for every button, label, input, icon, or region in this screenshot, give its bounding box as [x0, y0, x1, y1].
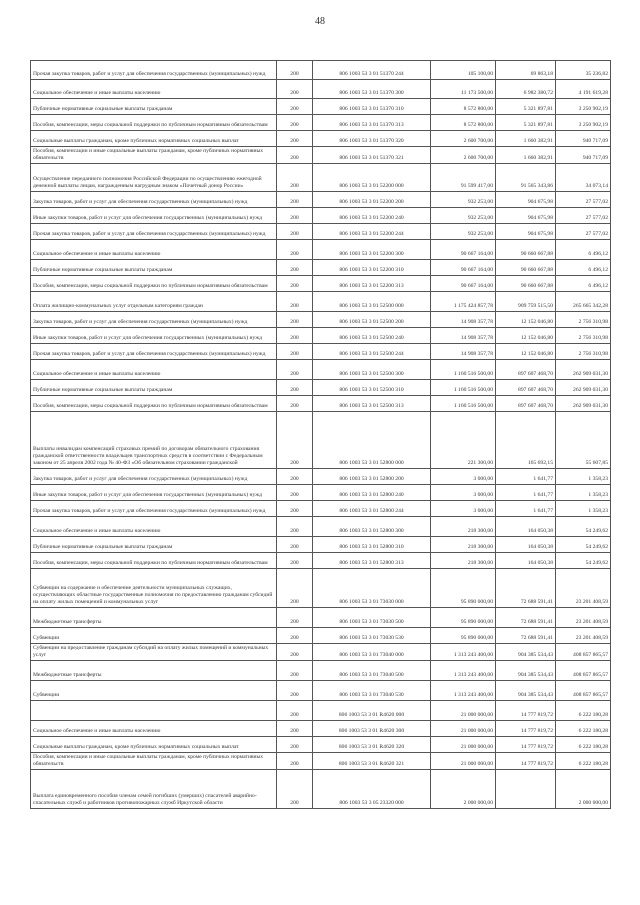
table-row — [31, 292, 611, 312]
row-plan-cell: 21 000 000,00 — [431, 753, 496, 770]
row-fact-cell: 72 688 591,41 — [496, 569, 556, 608]
table-row — [31, 701, 611, 721]
row-name-cell: Закупка товаров, работ и услуг для обеспечения государственных (муниципальных) нужд — [31, 312, 277, 328]
row-fact-cell: 904 675,98 — [496, 208, 556, 224]
table-row — [31, 608, 611, 628]
table-row — [31, 276, 611, 292]
row-remainder-cell: 262 909 031,30 — [556, 360, 611, 380]
row-remainder-cell: 1 358,23 — [556, 501, 611, 517]
table-row — [31, 469, 611, 485]
row-budget-code-cell: 806 1003 53 3 01 R4620 000 — [313, 701, 431, 721]
table-row — [31, 628, 611, 644]
row-fact-cell: 1 641,77 — [496, 485, 556, 501]
row-admin-code-cell: 200 — [277, 469, 313, 485]
row-fact-cell: 897 607 468,70 — [496, 396, 556, 412]
row-remainder-cell: 54 249,62 — [556, 553, 611, 569]
budget-execution-table — [30, 60, 611, 809]
row-remainder-cell: 34 073,14 — [556, 164, 611, 192]
row-name-cell: Социальное обеспечение и иные выплаты населению — [31, 721, 277, 737]
row-plan-cell: 932 253,00 — [431, 192, 496, 208]
row-budget-code-cell: 806 1003 53 3 05 23320 000 — [313, 770, 431, 809]
row-fact-cell: 5 321 897,81 — [496, 99, 556, 115]
row-admin-code-cell: 200 — [277, 99, 313, 115]
row-budget-code-cell: 806 1003 53 3 01 73040 530 — [313, 681, 431, 701]
row-budget-code-cell: 806 1003 53 3 01 52500 200 — [313, 312, 431, 328]
table-row — [31, 412, 611, 469]
row-remainder-cell: 3 250 902,19 — [556, 99, 611, 115]
row-fact-cell: 12 152 046,80 — [496, 312, 556, 328]
row-admin-code-cell: 200 — [277, 721, 313, 737]
row-name-cell: Субвенции — [31, 681, 277, 701]
row-name-cell: Пособия, компенсации и иные социальные выплаты гражданам, кроме публичных нормативных обязательств — [31, 147, 277, 164]
row-remainder-cell: 54 249,62 — [556, 517, 611, 537]
row-admin-code-cell: 200 — [277, 61, 313, 80]
row-name-cell: Субвенции на содержание и обеспечение деятельности муниципальных служащих, осуществляющих областные государственные полномочия по предоставлению гражданам субсидий на оплату жилых помещений и коммунальных услуг — [31, 569, 277, 608]
row-fact-cell: 90 660 667,88 — [496, 260, 556, 276]
row-remainder-cell: 408 857 865,57 — [556, 644, 611, 661]
row-name-cell: Пособия, компенсации и иные социальные выплаты гражданам, кроме публичных нормативных обязательств — [31, 753, 277, 770]
row-name-cell: Пособия, компенсации, меры социальной поддержки по публичным нормативным обязательствам — [31, 553, 277, 569]
row-budget-code-cell: 806 1003 53 3 01 52500 240 — [313, 328, 431, 344]
row-remainder-cell: 6 222 180,28 — [556, 737, 611, 753]
table-row — [31, 344, 611, 360]
row-budget-code-cell: 806 1003 53 3 01 52800 313 — [313, 553, 431, 569]
table-row — [31, 224, 611, 240]
row-name-cell: Социальные выплаты гражданам, кроме публичных нормативных социальных выплат — [31, 737, 277, 753]
row-budget-code-cell: 806 1003 53 3 01 51370 320 — [313, 131, 431, 147]
row-name-cell: Прочая закупка товаров, работ и услуг для обеспечения государственных (муниципальных) нужд — [31, 224, 277, 240]
row-plan-cell: 95 890 000,00 — [431, 608, 496, 628]
table-row — [31, 61, 611, 80]
table-row — [31, 208, 611, 224]
page-number: 48 — [315, 16, 325, 27]
row-fact-cell: 165 692,15 — [496, 412, 556, 469]
row-admin-code-cell: 200 — [277, 147, 313, 164]
row-plan-cell: 218 300,00 — [431, 517, 496, 537]
row-admin-code-cell: 200 — [277, 501, 313, 517]
row-remainder-cell: 408 857 865,57 — [556, 681, 611, 701]
row-remainder-cell: 55 607,85 — [556, 412, 611, 469]
row-admin-code-cell: 200 — [277, 224, 313, 240]
row-fact-cell: 897 607 468,70 — [496, 360, 556, 380]
row-remainder-cell: 1 358,23 — [556, 469, 611, 485]
row-remainder-cell: 265 665 342,28 — [556, 292, 611, 312]
row-plan-cell: 932 253,00 — [431, 224, 496, 240]
row-plan-cell: 1 160 516 500,00 — [431, 360, 496, 380]
row-remainder-cell: 23 201 408,59 — [556, 628, 611, 644]
row-plan-cell: 14 908 357,78 — [431, 312, 496, 328]
row-name-cell: Иные закупки товаров, работ и услуг для обеспечения государственных (муниципальных) нужд — [31, 328, 277, 344]
table-body — [31, 61, 611, 809]
row-admin-code-cell: 200 — [277, 608, 313, 628]
row-budget-code-cell: 806 1003 53 3 01 51370 244 — [313, 61, 431, 80]
row-admin-code-cell: 200 — [277, 240, 313, 260]
row-plan-cell: 90 667 164,00 — [431, 276, 496, 292]
row-plan-cell: 1 160 516 500,00 — [431, 396, 496, 412]
row-fact-cell: 72 688 591,41 — [496, 608, 556, 628]
row-admin-code-cell: 200 — [277, 115, 313, 131]
row-plan-cell: 3 000,00 — [431, 469, 496, 485]
row-admin-code-cell: 200 — [277, 276, 313, 292]
row-budget-code-cell: 806 1003 53 3 01 52500 000 — [313, 292, 431, 312]
row-budget-code-cell: 806 1003 53 3 01 52800 240 — [313, 485, 431, 501]
row-plan-cell: 91 599 417,00 — [431, 164, 496, 192]
row-plan-cell: 90 667 164,00 — [431, 260, 496, 276]
row-budget-code-cell: 806 1003 53 3 01 73030 000 — [313, 569, 431, 608]
row-fact-cell: 897 607 468,70 — [496, 380, 556, 396]
row-plan-cell: 1 313 243 400,00 — [431, 661, 496, 681]
row-admin-code-cell: 200 — [277, 344, 313, 360]
row-budget-code-cell: 806 1003 53 3 01 52800 300 — [313, 517, 431, 537]
table-row — [31, 770, 611, 809]
row-remainder-cell: 6 222 180,28 — [556, 701, 611, 721]
row-budget-code-cell: 806 1003 53 3 01 52800 200 — [313, 469, 431, 485]
row-remainder-cell: 6 496,12 — [556, 240, 611, 260]
table-row — [31, 164, 611, 192]
row-name-cell: Осуществление переданного полномочия Российской Федерации по осуществлению ежегодной денежной выплаты лицам, награжденным нагрудным знаком «Почетный донор России» — [31, 164, 277, 192]
row-remainder-cell: 6 496,12 — [556, 260, 611, 276]
row-plan-cell: 1 313 243 400,00 — [431, 644, 496, 661]
row-plan-cell: 218 300,00 — [431, 553, 496, 569]
row-name-cell: Социальное обеспечение и иные выплаты населению — [31, 360, 277, 380]
row-fact-cell: 14 777 819,72 — [496, 753, 556, 770]
table-row — [31, 537, 611, 553]
row-budget-code-cell: 806 1003 53 3 01 52200 310 — [313, 260, 431, 276]
table-row — [31, 80, 611, 99]
row-remainder-cell: 262 909 031,30 — [556, 396, 611, 412]
row-plan-cell: 1 175 424 857,78 — [431, 292, 496, 312]
row-fact-cell: 14 777 819,72 — [496, 701, 556, 721]
table-row — [31, 380, 611, 396]
row-plan-cell: 2 600 700,00 — [431, 147, 496, 164]
table-row — [31, 721, 611, 737]
row-budget-code-cell: 806 1003 53 3 01 R4620 320 — [313, 737, 431, 753]
table-row — [31, 396, 611, 412]
row-name-cell: Социальное обеспечение и иные выплаты населению — [31, 517, 277, 537]
row-plan-cell: 2 000 000,00 — [431, 770, 496, 809]
row-remainder-cell: 6 222 180,28 — [556, 753, 611, 770]
row-fact-cell: 14 777 819,72 — [496, 737, 556, 753]
table-row — [31, 644, 611, 661]
row-fact-cell: 12 152 046,80 — [496, 344, 556, 360]
row-fact-cell: 164 050,38 — [496, 537, 556, 553]
row-name-cell: Субвенции — [31, 628, 277, 644]
table-row — [31, 192, 611, 208]
row-fact-cell: 904 385 534,43 — [496, 661, 556, 681]
row-fact-cell: 164 050,38 — [496, 553, 556, 569]
row-fact-cell: 12 152 046,80 — [496, 328, 556, 344]
row-budget-code-cell: 806 1003 53 3 01 R4620 321 — [313, 753, 431, 770]
row-budget-code-cell: 806 1003 53 3 01 73030 530 — [313, 628, 431, 644]
row-admin-code-cell: 200 — [277, 412, 313, 469]
table-row — [31, 99, 611, 115]
row-plan-cell: 21 000 000,00 — [431, 737, 496, 753]
table-row — [31, 501, 611, 517]
row-budget-code-cell: 806 1003 53 3 01 73040 000 — [313, 644, 431, 661]
row-admin-code-cell: 200 — [277, 208, 313, 224]
row-name-cell: Межбюджетные трансферты — [31, 661, 277, 681]
row-plan-cell: 11 173 500,00 — [431, 80, 496, 99]
row-fact-cell: 90 660 667,88 — [496, 276, 556, 292]
table-row — [31, 569, 611, 608]
row-admin-code-cell: 200 — [277, 192, 313, 208]
row-plan-cell: 95 890 000,00 — [431, 628, 496, 644]
row-budget-code-cell: 806 1003 53 3 01 52200 000 — [313, 164, 431, 192]
row-budget-code-cell: 806 1003 53 3 01 52500 244 — [313, 344, 431, 360]
table-row — [31, 240, 611, 260]
row-name-cell: Пособия, компенсации, меры социальной поддержки по публичным нормативным обязательствам — [31, 115, 277, 131]
row-name-cell: Публичные нормативные социальные выплаты гражданам — [31, 260, 277, 276]
row-plan-cell: 21 000 000,00 — [431, 721, 496, 737]
row-admin-code-cell: 200 — [277, 80, 313, 99]
row-remainder-cell: 262 909 031,30 — [556, 380, 611, 396]
row-remainder-cell: 3 250 902,19 — [556, 115, 611, 131]
row-fact-cell: 90 660 667,88 — [496, 240, 556, 260]
row-remainder-cell: 2 756 310,98 — [556, 312, 611, 328]
row-admin-code-cell: 200 — [277, 537, 313, 553]
row-fact-cell: 5 321 897,81 — [496, 115, 556, 131]
row-plan-cell: 3 000,00 — [431, 501, 496, 517]
row-name-cell: Прочая закупка товаров, работ и услуг для обеспечения государственных (муниципальных) нужд — [31, 344, 277, 360]
row-budget-code-cell: 806 1003 53 3 01 52200 200 — [313, 192, 431, 208]
row-admin-code-cell: 200 — [277, 770, 313, 809]
row-admin-code-cell: 200 — [277, 312, 313, 328]
row-name-cell: Субвенции на предоставление гражданам субсидий на оплату жилых помещений и коммунальных услуг — [31, 644, 277, 661]
row-fact-cell: 1 660 382,91 — [496, 131, 556, 147]
row-plan-cell: 3 000,00 — [431, 485, 496, 501]
row-admin-code-cell: 200 — [277, 628, 313, 644]
row-budget-code-cell: 806 1003 53 3 01 51370 313 — [313, 115, 431, 131]
row-budget-code-cell: 806 1003 53 3 01 52200 244 — [313, 224, 431, 240]
row-name-cell: Закупка товаров, работ и услуг для обеспечения государственных (муниципальных) нужд — [31, 469, 277, 485]
row-name-cell: Пособия, компенсации, меры социальной поддержки по публичным нормативным обязательствам — [31, 396, 277, 412]
row-budget-code-cell: 806 1003 53 3 01 52500 313 — [313, 396, 431, 412]
row-name-cell: Социальное обеспечение и иные выплаты населению — [31, 80, 277, 99]
row-plan-cell: 90 667 164,00 — [431, 240, 496, 260]
row-admin-code-cell: 200 — [277, 164, 313, 192]
row-remainder-cell: 2 756 310,98 — [556, 328, 611, 344]
row-admin-code-cell: 200 — [277, 131, 313, 147]
row-budget-code-cell: 806 1003 53 3 01 73030 500 — [313, 608, 431, 628]
table-row — [31, 312, 611, 328]
row-budget-code-cell: 806 1003 53 3 01 73040 500 — [313, 661, 431, 681]
row-budget-code-cell: 806 1003 53 3 01 51370 321 — [313, 147, 431, 164]
row-plan-cell: 932 253,00 — [431, 208, 496, 224]
row-remainder-cell: 54 249,62 — [556, 537, 611, 553]
table-row — [31, 147, 611, 164]
row-admin-code-cell: 200 — [277, 737, 313, 753]
row-remainder-cell: 2 000 000,00 — [556, 770, 611, 809]
row-name-cell: Выплата единовременного пособия членам семей погибших (умерших) спасателей аварийно-спасательных служб и работников противопожарных служб Иркутской области — [31, 770, 277, 809]
table-row — [31, 328, 611, 344]
row-plan-cell: 2 600 700,00 — [431, 131, 496, 147]
row-remainder-cell: 35 236,82 — [556, 61, 611, 80]
row-fact-cell: 909 759 515,50 — [496, 292, 556, 312]
row-admin-code-cell: 200 — [277, 485, 313, 501]
row-fact-cell: 14 777 819,72 — [496, 721, 556, 737]
row-name-cell: Иные закупки товаров, работ и услуг для обеспечения государственных (муниципальных) нужд — [31, 485, 277, 501]
row-name-cell: Социальные выплаты гражданам, кроме публичных нормативных социальных выплат — [31, 131, 277, 147]
row-fact-cell: 6 982 380,72 — [496, 80, 556, 99]
row-name-cell: Закупка товаров, работ и услуг для обеспечения государственных (муниципальных) нужд — [31, 192, 277, 208]
row-remainder-cell: 23 201 408,59 — [556, 569, 611, 608]
row-name-cell: Пособия, компенсации, меры социальной поддержки по публичным нормативным обязательствам — [31, 276, 277, 292]
row-remainder-cell: 23 201 408,59 — [556, 608, 611, 628]
row-fact-cell: 1 660 382,91 — [496, 147, 556, 164]
row-name-cell: Публичные нормативные социальные выплаты гражданам — [31, 537, 277, 553]
row-admin-code-cell: 200 — [277, 292, 313, 312]
row-admin-code-cell: 200 — [277, 517, 313, 537]
row-name-cell: Иные закупки товаров, работ и услуг для обеспечения государственных (муниципальных) нужд — [31, 208, 277, 224]
row-fact-cell: 904 675,98 — [496, 224, 556, 240]
row-admin-code-cell: 200 — [277, 701, 313, 721]
row-plan-cell: 14 908 357,78 — [431, 328, 496, 344]
table-row — [31, 517, 611, 537]
row-remainder-cell: 27 577,02 — [556, 192, 611, 208]
row-plan-cell: 8 572 800,00 — [431, 99, 496, 115]
row-name-cell: Межбюджетные трансферты — [31, 608, 277, 628]
row-budget-code-cell: 806 1003 53 3 01 51370 300 — [313, 80, 431, 99]
table-row — [31, 661, 611, 681]
row-budget-code-cell: 806 1003 53 3 01 52200 240 — [313, 208, 431, 224]
row-name-cell — [31, 701, 277, 721]
row-admin-code-cell: 200 — [277, 569, 313, 608]
row-budget-code-cell: 806 1003 53 3 01 R4620 300 — [313, 721, 431, 737]
row-name-cell: Публичные нормативные социальные выплаты гражданам — [31, 99, 277, 115]
row-budget-code-cell: 806 1003 53 3 01 51370 310 — [313, 99, 431, 115]
row-name-cell: Оплата жилищно-коммунальных услуг отдельным категориям граждан — [31, 292, 277, 312]
row-admin-code-cell: 200 — [277, 396, 313, 412]
table-row — [31, 737, 611, 753]
row-admin-code-cell: 200 — [277, 644, 313, 661]
row-remainder-cell: 940 717,09 — [556, 147, 611, 164]
row-name-cell: Социальное обеспечение и иные выплаты населению — [31, 240, 277, 260]
row-fact-cell: 904 675,98 — [496, 192, 556, 208]
row-plan-cell: 221 300,00 — [431, 412, 496, 469]
row-fact-cell: 1 641,77 — [496, 501, 556, 517]
row-remainder-cell: 940 717,09 — [556, 131, 611, 147]
table-row — [31, 485, 611, 501]
row-budget-code-cell: 806 1003 53 3 01 52500 310 — [313, 380, 431, 396]
row-remainder-cell: 27 577,02 — [556, 208, 611, 224]
row-remainder-cell: 4 191 619,28 — [556, 80, 611, 99]
row-plan-cell: 105 100,00 — [431, 61, 496, 80]
row-fact-cell: 904 385 534,43 — [496, 681, 556, 701]
row-fact-cell: 91 565 343,86 — [496, 164, 556, 192]
row-admin-code-cell: 200 — [277, 753, 313, 770]
row-remainder-cell: 408 857 865,57 — [556, 661, 611, 681]
row-plan-cell: 8 572 800,00 — [431, 115, 496, 131]
row-fact-cell: 72 688 591,41 — [496, 628, 556, 644]
table-row — [31, 681, 611, 701]
row-admin-code-cell: 200 — [277, 553, 313, 569]
row-budget-code-cell: 806 1003 53 3 01 52200 300 — [313, 240, 431, 260]
row-plan-cell: 218 300,00 — [431, 537, 496, 553]
row-admin-code-cell: 200 — [277, 661, 313, 681]
row-admin-code-cell: 200 — [277, 360, 313, 380]
row-plan-cell: 1 160 516 500,00 — [431, 380, 496, 396]
row-name-cell: Прочая закупка товаров, работ и услуг для обеспечения государственных (муниципальных) нужд — [31, 61, 277, 80]
row-remainder-cell: 27 577,02 — [556, 224, 611, 240]
row-plan-cell: 21 000 000,00 — [431, 701, 496, 721]
row-budget-code-cell: 806 1003 53 3 01 52800 310 — [313, 537, 431, 553]
row-budget-code-cell: 806 1003 53 3 01 52500 300 — [313, 360, 431, 380]
row-fact-cell: 1 641,77 — [496, 469, 556, 485]
row-admin-code-cell: 200 — [277, 328, 313, 344]
row-name-cell: Выплаты инвалидам компенсаций страховых премий по договорам обязательного страхования гражданской ответственности владельцев транспортных средств в соответствии с Федеральным законом от 25 апреля 2002 года № 40-ФЗ «Об обязательном страховании гражданской — [31, 412, 277, 469]
row-admin-code-cell: 200 — [277, 380, 313, 396]
row-remainder-cell: 1 358,23 — [556, 485, 611, 501]
row-remainder-cell: 6 222 180,28 — [556, 721, 611, 737]
table-row — [31, 753, 611, 770]
row-fact-cell — [496, 770, 556, 809]
row-plan-cell: 14 908 357,78 — [431, 344, 496, 360]
row-fact-cell: 904 385 534,43 — [496, 644, 556, 661]
table-row — [31, 260, 611, 276]
row-budget-code-cell: 806 1003 53 3 01 52800 244 — [313, 501, 431, 517]
row-budget-code-cell: 806 1003 53 3 01 52200 313 — [313, 276, 431, 292]
row-admin-code-cell: 200 — [277, 260, 313, 276]
table-row — [31, 115, 611, 131]
row-plan-cell: 1 313 243 400,00 — [431, 681, 496, 701]
row-name-cell: Публичные нормативные социальные выплаты гражданам — [31, 380, 277, 396]
row-budget-code-cell: 806 1003 53 3 01 52800 000 — [313, 412, 431, 469]
row-name-cell: Прочая закупка товаров, работ и услуг для обеспечения государственных (муниципальных) нужд — [31, 501, 277, 517]
table-row — [31, 131, 611, 147]
row-remainder-cell: 2 756 310,98 — [556, 344, 611, 360]
row-plan-cell: 95 890 000,00 — [431, 569, 496, 608]
row-fact-cell: 69 863,18 — [496, 61, 556, 80]
row-admin-code-cell: 200 — [277, 681, 313, 701]
table-row — [31, 360, 611, 380]
row-remainder-cell: 6 496,12 — [556, 276, 611, 292]
table-row — [31, 553, 611, 569]
row-fact-cell: 164 050,38 — [496, 517, 556, 537]
